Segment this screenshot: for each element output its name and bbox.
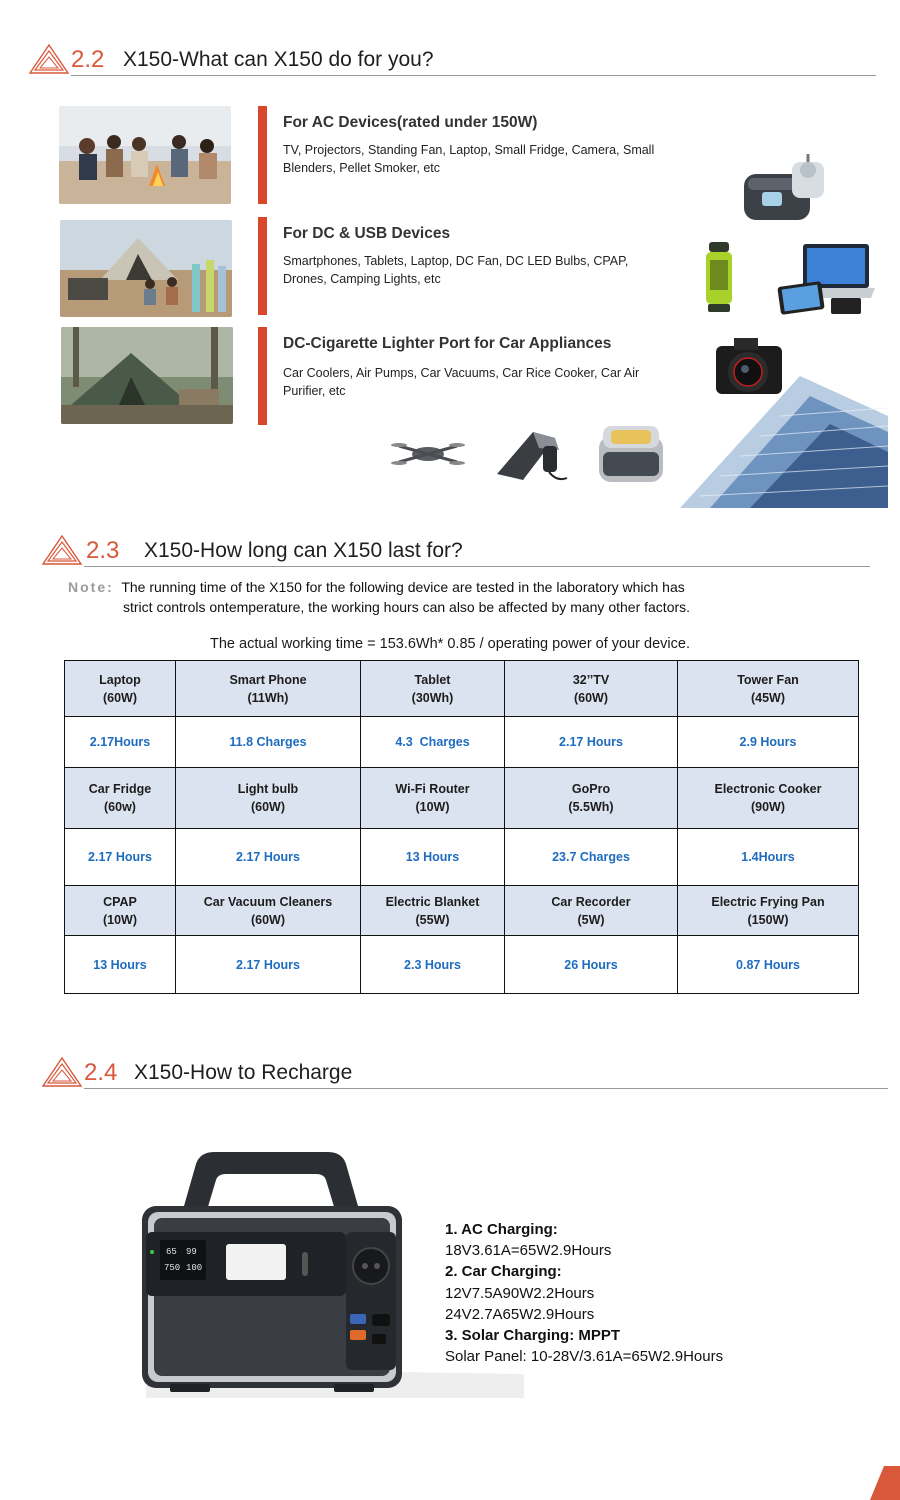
campfire-beach-photo (59, 106, 231, 204)
display-value-2: 99 (186, 1247, 197, 1257)
device-name: Car Recorder (551, 894, 631, 909)
device-cell (678, 768, 859, 829)
runtime-value: 0.87 Hours (678, 936, 859, 994)
dc-usb-title: For DC & USB Devices (283, 225, 451, 242)
device-cell (505, 768, 678, 829)
section-divider (84, 1088, 888, 1089)
device-cell (361, 768, 505, 829)
note-label: Note: (68, 579, 114, 595)
charging-method-title: 3. Solar Charging: MPPT (445, 1327, 621, 1345)
device-name: Wi-Fi Router (395, 782, 470, 796)
device-cell (505, 886, 678, 936)
device-power: (10W) (415, 800, 450, 814)
device-cell (678, 661, 859, 717)
device-cell (176, 768, 361, 829)
section-number: 2.3 (86, 537, 120, 564)
charging-spec: 18V3.61A=65W2.9Hours (445, 1242, 612, 1260)
runtime-value: 23.7 Charges (505, 829, 678, 886)
device-power: (5.5Wh) (568, 800, 614, 814)
runtime-value: 2.9 Hours (678, 717, 859, 768)
section-number: 2.4 (84, 1059, 118, 1086)
device-name: Car Fridge (88, 782, 152, 796)
runtime-value: 2.17 Hours (65, 829, 176, 886)
runtime-value: 26 Hours (505, 936, 678, 994)
device-cell (505, 661, 678, 717)
cpap-machine-image (738, 148, 830, 224)
display-value-4: 100 (186, 1263, 203, 1273)
accent-bar (258, 327, 267, 425)
runtime-value: 2.17Hours (65, 717, 176, 768)
section-header-2-4 (42, 1057, 888, 1091)
skyscraper-image (680, 376, 888, 508)
device-name: Light bulb (237, 782, 299, 796)
accent-bar (258, 106, 267, 204)
tent-camping-photo (60, 220, 232, 317)
section-header-2-3 (42, 535, 870, 569)
device-cell (65, 768, 176, 829)
camping-lantern-image (700, 240, 738, 316)
device-cell (65, 661, 176, 717)
device-power: (45W) (750, 690, 786, 705)
device-name: Laptop (99, 672, 141, 687)
runtime-value: 2.3 Hours (361, 936, 505, 994)
car-port-title: DC-Cigarette Lighter Port for Car Appliances (283, 335, 612, 352)
note-line-1: The running time of the X150 for the following device are tested in the laboratory which has (121, 579, 685, 595)
runtime-value: 2.17 Hours (176, 829, 361, 886)
device-name: Tablet (414, 672, 451, 687)
runtime-value: 11.8 Charges (176, 717, 361, 768)
device-cell (176, 886, 361, 936)
device-row (65, 886, 859, 936)
section-title: X150-How long can X150 last for? (144, 539, 463, 562)
device-name: Electric Frying Pan (711, 894, 825, 909)
runtime-row (65, 829, 859, 886)
charging-spec: Solar Panel: 10-28V/3.61A=65W2.9Hours (445, 1348, 724, 1366)
device-cell (361, 886, 505, 936)
device-cell (678, 886, 859, 936)
runtime-value: 2.17 Hours (505, 717, 678, 768)
runtime-row (65, 717, 859, 768)
ac-devices-title: For AC Devices(rated under 150W) (283, 114, 538, 131)
charging-method-title: 1. AC Charging: (445, 1221, 558, 1238)
car-vacuum-image (493, 420, 573, 486)
runtime-value: 4.3 Charges (361, 717, 505, 768)
device-power: (60w) (104, 800, 136, 814)
charging-method-title: 2. Car Charging: (445, 1263, 562, 1281)
section-divider (71, 75, 876, 76)
note-line-2: strict controls ontemperature, the working hours can also be affected by many other factors. (123, 599, 691, 615)
device-power: (30Wh) (411, 690, 454, 705)
working-time-formula: The actual working time = 153.6Wh* 0.85 / operating power of your device. (210, 636, 690, 652)
section-number: 2.2 (71, 46, 105, 73)
runtime-value: 2.17 Hours (176, 936, 361, 994)
device-cell (176, 661, 361, 717)
runtime-value: 1.4Hours (678, 829, 859, 886)
dc-usb-text: Smartphones, Tablets, Laptop, DC Fan, DC LED Bulbs, CPAP, Drones, Camping Lights, etc (283, 254, 629, 286)
drone-image (391, 436, 465, 470)
accent-bar (258, 217, 267, 315)
device-row (65, 768, 859, 829)
section-title: X150-How to Recharge (134, 1061, 353, 1084)
corner-accent-triangle (870, 1466, 900, 1500)
section-header-2-2 (29, 44, 876, 78)
ac-devices-text: TV, Projectors, Standing Fan, Laptop, Small Fridge, Camera, Small Blenders, Pellet Smoker, etc (283, 143, 655, 175)
device-power: (60W) (102, 690, 138, 705)
device-row (65, 661, 859, 717)
laptop-tablet-phone-image (775, 240, 875, 316)
test-note (68, 577, 690, 617)
device-power: (11Wh) (247, 690, 289, 705)
display-value-3: 750 (164, 1263, 181, 1273)
device-power: (10W) (102, 912, 138, 927)
device-name: Car Vacuum Cleaners (203, 894, 333, 909)
warning-triangle-icon (42, 1057, 82, 1087)
device-cell (65, 886, 176, 936)
device-power: (60W) (250, 912, 286, 927)
device-power: (60W) (573, 690, 609, 705)
warning-triangle-icon (42, 535, 82, 565)
warning-triangle-icon (29, 44, 69, 74)
car-cooler-image (595, 418, 667, 488)
runtime-value: 13 Hours (361, 829, 505, 886)
device-power: (60W) (250, 800, 286, 814)
charging-spec: 12V7.5A90W2.2Hours (445, 1284, 595, 1302)
device-power: (55W) (415, 912, 450, 927)
charging-spec: 24V2.7A65W2.9Hours (445, 1305, 595, 1323)
device-name: Electric Blanket (385, 894, 480, 909)
device-name: Smart Phone (229, 672, 307, 687)
charging-instructions (445, 1219, 723, 1367)
display-value-1: 65 (166, 1247, 177, 1257)
device-name: CPAP (103, 894, 137, 909)
runtime-table (64, 660, 859, 994)
section-title: X150-What can X150 do for you? (123, 48, 434, 71)
device-power: (150W) (747, 912, 789, 927)
device-name: Tower Fan (737, 672, 799, 687)
car-port-text: Car Coolers, Air Pumps, Car Vacuums, Car Rice Cooker, Car Air Purifier, etc (283, 366, 640, 398)
device-power: (5W) (577, 912, 605, 927)
device-power: (90W) (750, 800, 786, 814)
device-cell (361, 661, 505, 717)
device-name: GoPro (571, 782, 611, 796)
device-name: 32’’TV (572, 672, 610, 687)
forest-tent-photo (61, 327, 233, 424)
runtime-row (65, 936, 859, 994)
section-divider (84, 566, 870, 567)
device-name: Electronic Cooker (714, 782, 822, 796)
runtime-value: 13 Hours (65, 936, 176, 994)
